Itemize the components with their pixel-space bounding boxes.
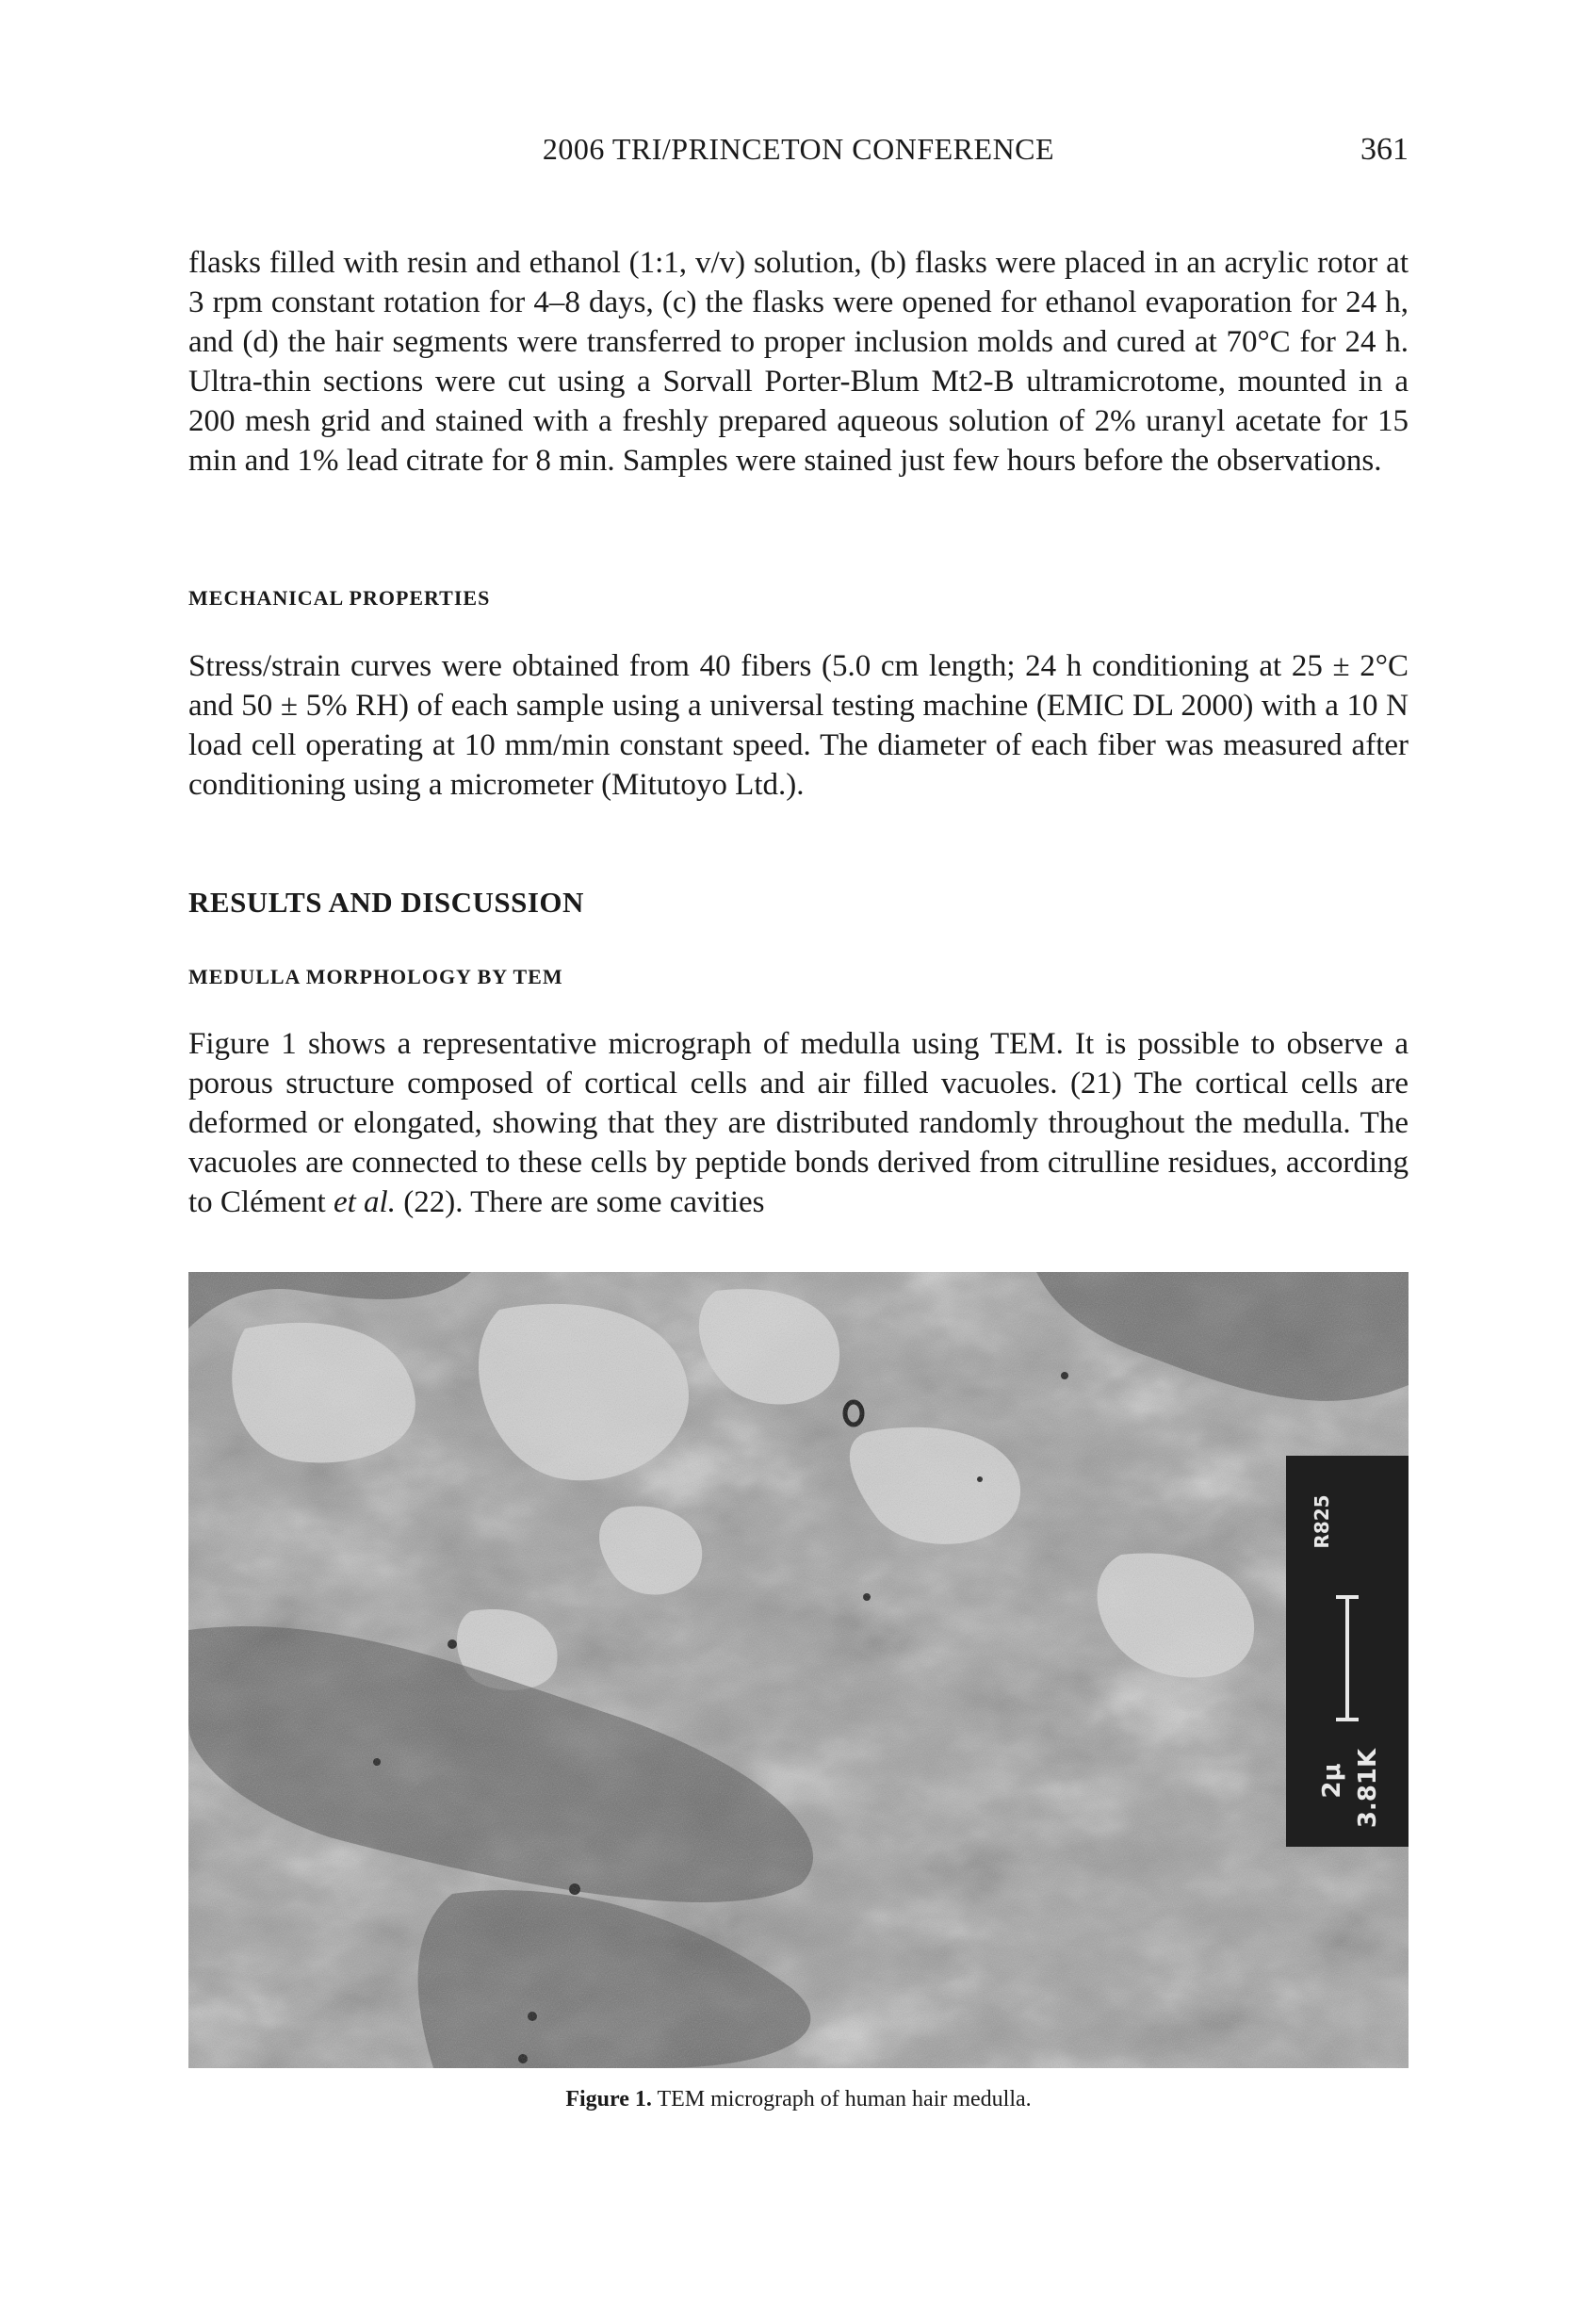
paragraph-methods-continued: flasks filled with resin and ethanol (1:1, v/v) solution, (b) flasks were placed in an acrylic rotor at 3 rpm constant rotation for 4–8 days, (c) the flasks were opened for ethanol evaporation for 24 h, and (d) the hair segments were transferred to proper inclusion molds and cured at 70°C for 24 h. Ultra-thin sections were cut using a Sorvall Porter-Blum Mt2-B ultramicrotome, mounted in a 200 mesh grid and stained with a freshly prepared aqueous solution of 2% uranyl acetate for 15 min and 1% lead citrate for 8 min. Samples were stained just few hours before the observations. xyxy=(188,246,1409,478)
section-heading-results: RESULTS AND DISCUSSION xyxy=(188,886,584,919)
scale-bar-panel xyxy=(1286,1456,1409,1847)
subheading-mechanical-properties: MECHANICAL PROPERTIES xyxy=(188,586,491,610)
paragraph-text-end: (22). There are some cavities xyxy=(395,1185,765,1219)
running-head-title: 2006 TRI/PRINCETON CONFERENCE xyxy=(542,132,1055,166)
paragraph-medulla-morphology xyxy=(188,1024,1409,1222)
scale-length-label: 2μ xyxy=(1318,1763,1346,1799)
page-number: 361 xyxy=(1360,132,1409,167)
figure-caption-label: Figure 1. xyxy=(565,2087,652,2111)
figure-caption-text: TEM micrograph of human hair medulla. xyxy=(651,2087,1032,2111)
paragraph-mechanical-properties: Stress/strain curves were obtained from 40 fibers (5.0 cm length; 24 h conditioning at 25 ± 2°C and 50 ± 5% RH) of each sample using a universal testing machine (EMIC DL 2000) with a 10 N load cell operating at 10 mm/min constant speed. The diameter of each fiber was measured after conditioning using a micrometer (Mitutoyo Ltd.). xyxy=(188,649,1409,802)
citation-et-al: et al. xyxy=(333,1185,396,1219)
figure-caption xyxy=(188,2087,1409,2112)
tem-micrograph-figure xyxy=(188,1272,1409,2068)
magnification-label: 3.81K xyxy=(1354,1748,1382,1829)
subheading-medulla-morphology: MEDULLA MORPHOLOGY BY TEM xyxy=(188,965,563,988)
running-head xyxy=(188,132,1409,179)
paragraph-text-start: Figure 1 shows a representative micrograph of medulla using TEM. It is possible to observe a porous structure composed of cortical cells and air filled vacuoles. (21) The cortical cells are deformed or elongated, showing that they are distributed randomly throughout the medulla. The vacuoles are connected to these cells by peptide bonds derived from citrulline residues, according to Clément xyxy=(188,1027,1409,1219)
scale-id-label: R825 xyxy=(1311,1494,1333,1549)
tem-micrograph-image xyxy=(188,1272,1409,2068)
